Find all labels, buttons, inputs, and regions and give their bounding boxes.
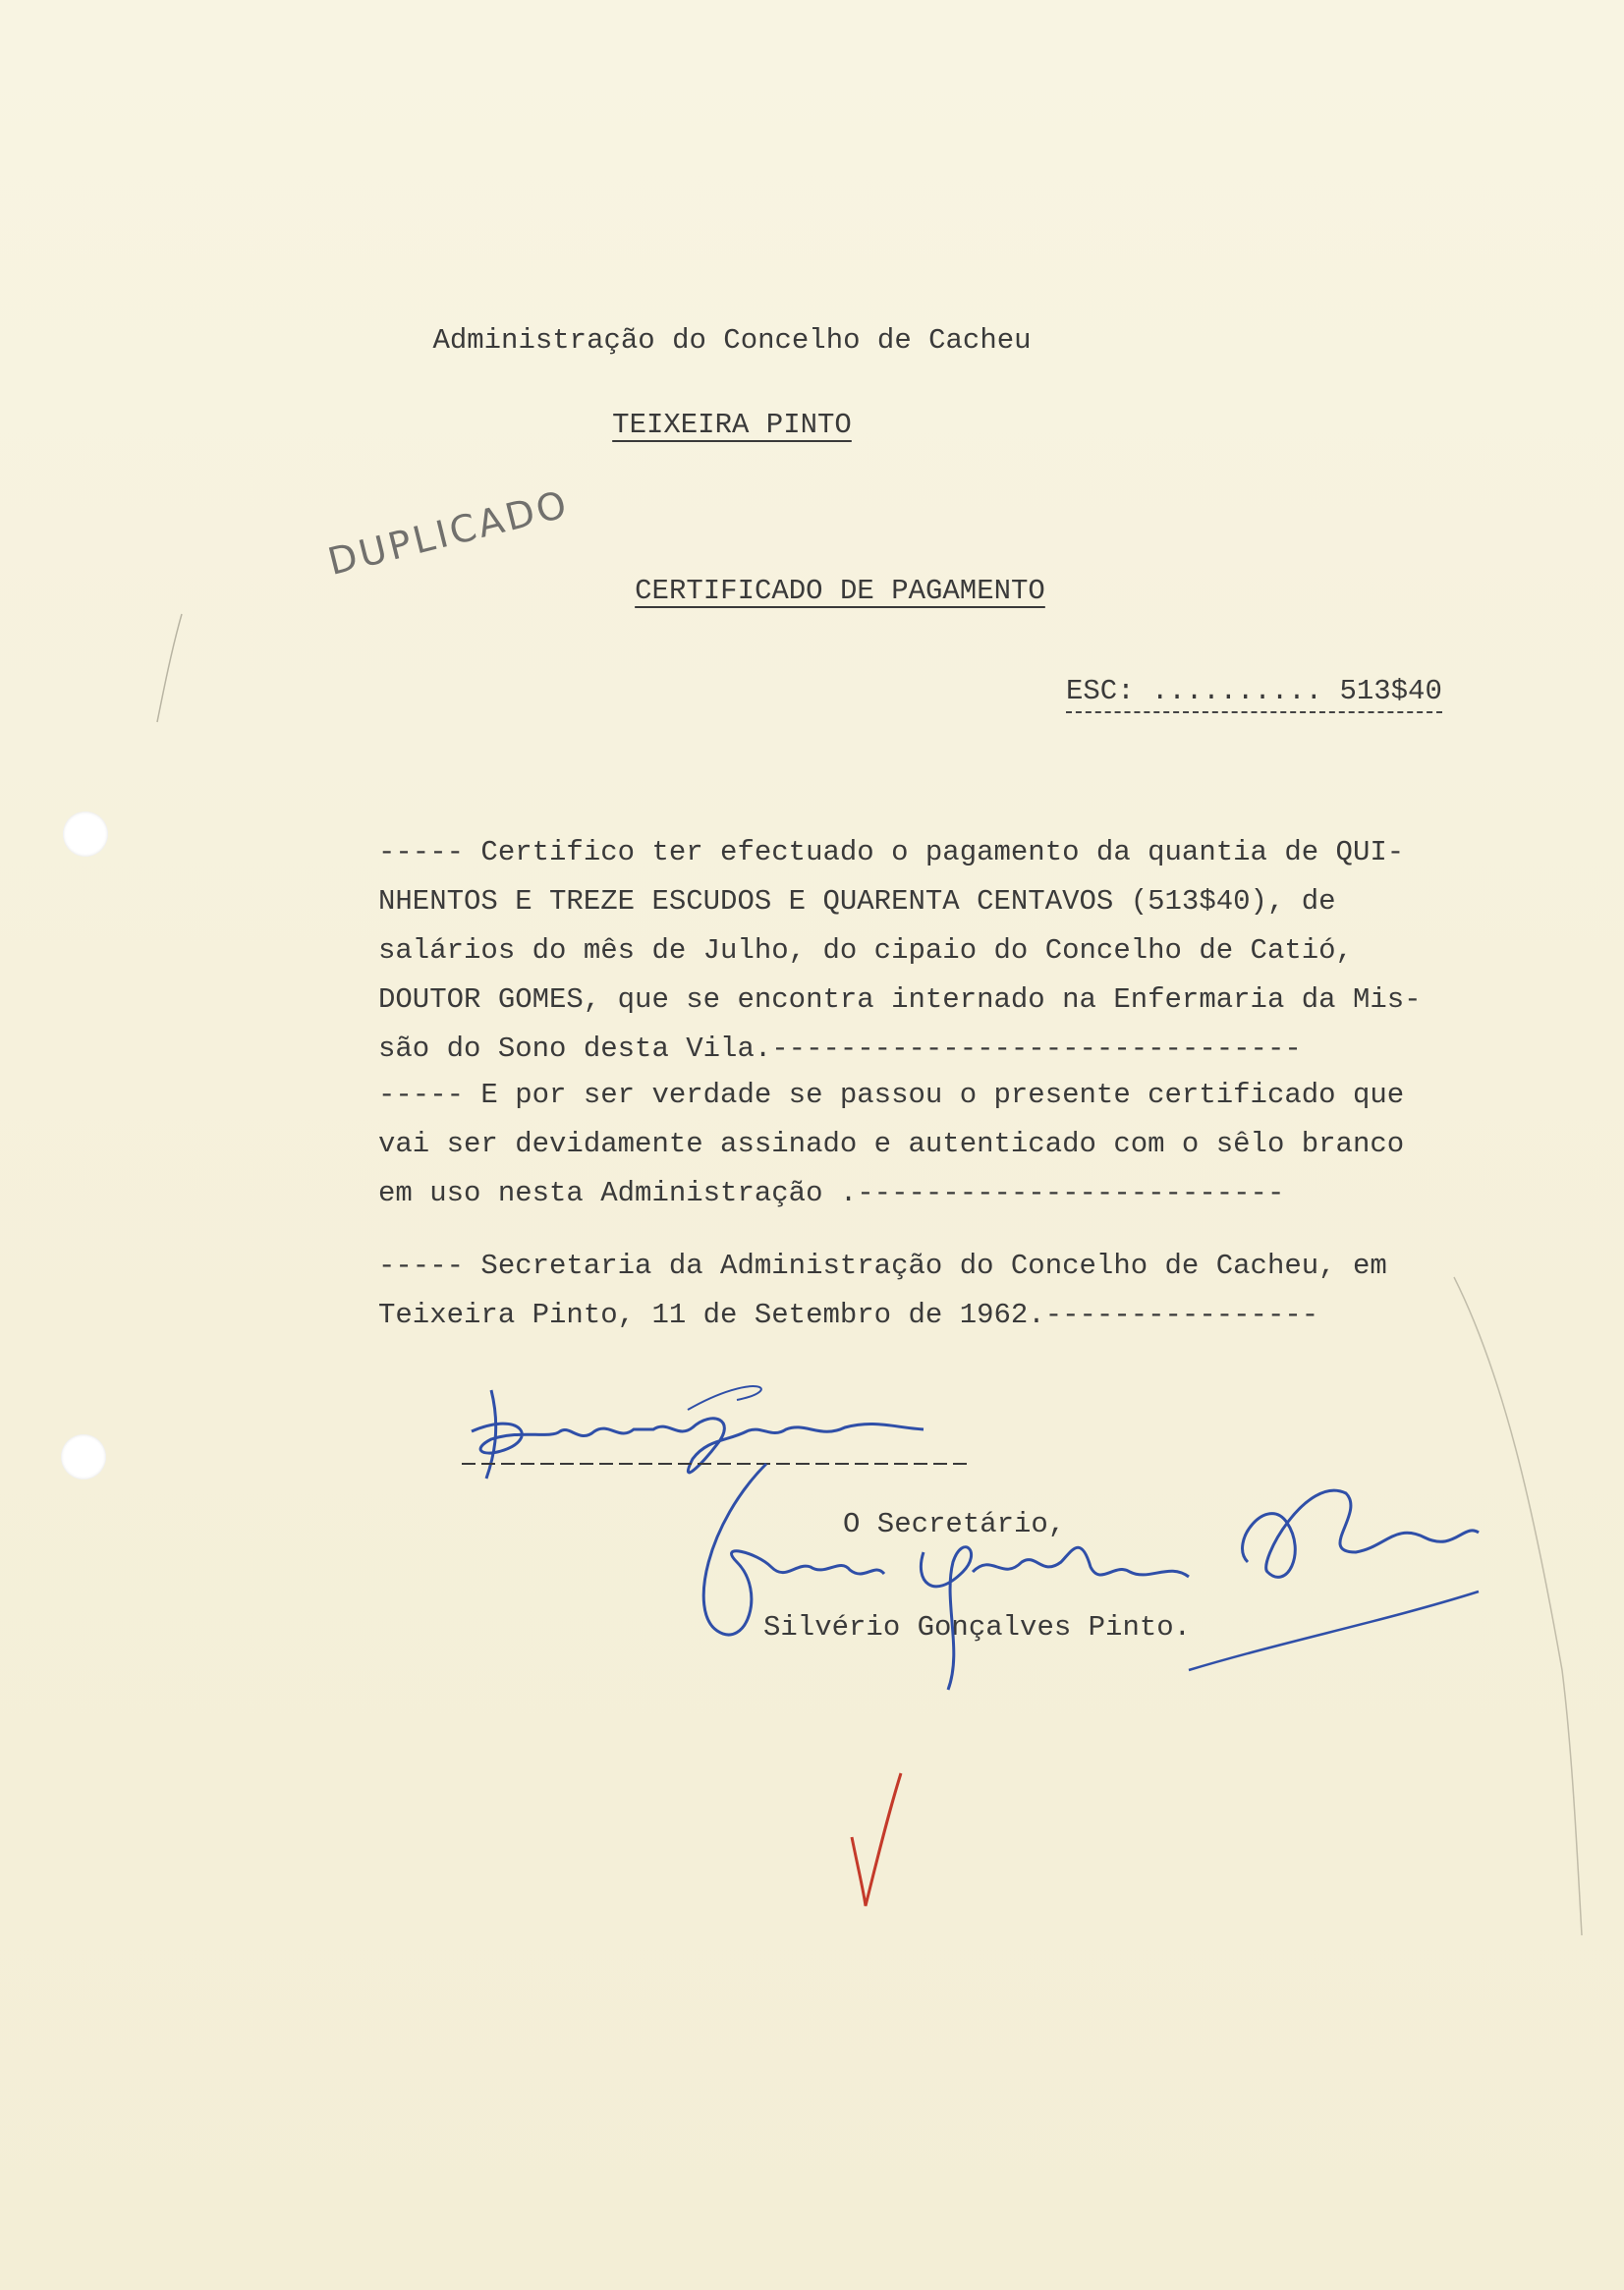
place-heading bbox=[196, 409, 1267, 441]
duplicado-stamp: DUPLICADO bbox=[323, 481, 574, 584]
text-line: ----- Secretaria da Administração do Concelho de Cacheu, em bbox=[378, 1250, 1387, 1282]
amount-line bbox=[1066, 675, 1596, 707]
place-heading-text: TEIXEIRA PINTO bbox=[612, 409, 852, 441]
text-line: Teixeira Pinto, 11 de Setembro de 1962.---------------- bbox=[378, 1299, 1319, 1331]
administration-heading: Administração do Concelho de Cacheu bbox=[432, 324, 1032, 357]
text-line: salários do mês de Julho, do cipaio do Concelho de Catió, bbox=[378, 934, 1353, 967]
left-margin-mark bbox=[152, 609, 192, 727]
certificate-title-text: CERTIFICADO DE PAGAMENTO bbox=[635, 575, 1045, 607]
paragraph-truth bbox=[378, 1071, 1587, 1218]
paragraph-certification bbox=[378, 828, 1587, 1074]
punch-hole-top bbox=[63, 811, 108, 857]
text-line: DOUTOR GOMES, que se encontra internado na Enfermaria da Mis- bbox=[378, 983, 1422, 1016]
secretary-signature bbox=[678, 1454, 1484, 1709]
text-line: em uso nesta Administração .------------------------- bbox=[378, 1177, 1285, 1209]
text-line: ----- Certifico ter efectuado o pagamento da quantia de QUI- bbox=[378, 836, 1405, 868]
certificate-title bbox=[305, 575, 1375, 607]
amount-text: ESC: .......... 513$40 bbox=[1066, 675, 1442, 713]
check-mark-icon bbox=[840, 1768, 909, 1916]
secretary-role: O Secretário, bbox=[843, 1508, 1066, 1540]
text-line: são do Sono desta Vila.------------------------------- bbox=[378, 1033, 1302, 1065]
secretary-name: Silvério Gonçalves Pinto. bbox=[763, 1611, 1192, 1644]
paragraph-date bbox=[378, 1242, 1587, 1340]
text-line: ----- E por ser verdade se passou o presente certificado que bbox=[378, 1079, 1405, 1111]
text-line: NHENTOS E TREZE ESCUDOS E QUARENTA CENTAVOS (513$40), de bbox=[378, 885, 1336, 918]
text-line: vai ser devidamente assinado e autenticado com o sêlo branco bbox=[378, 1128, 1405, 1160]
page-crease-marks bbox=[1415, 1257, 1592, 1945]
punch-hole-bottom bbox=[61, 1434, 106, 1480]
